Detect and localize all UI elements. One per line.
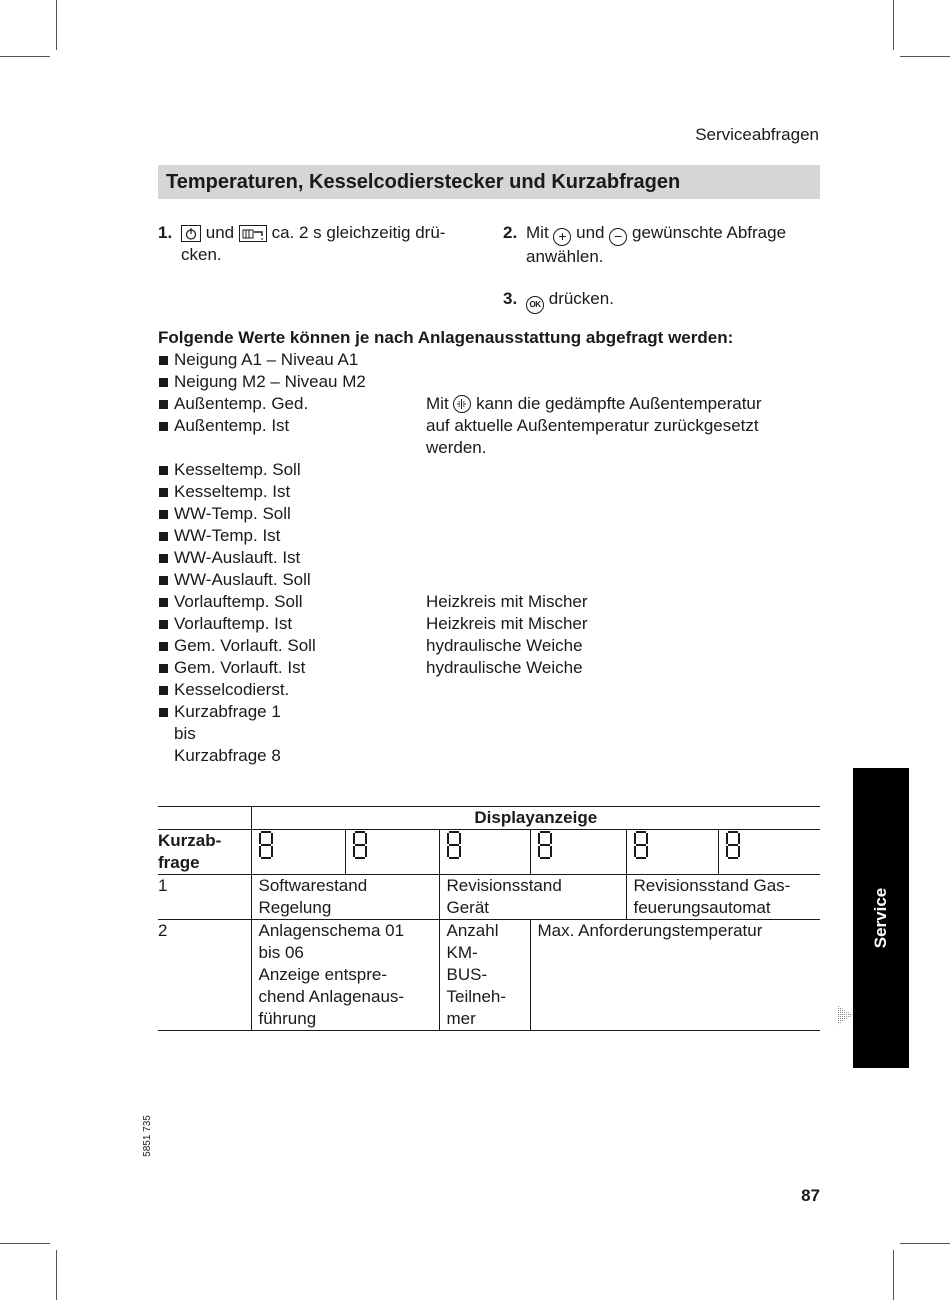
step-text: Mit xyxy=(526,223,549,242)
weiche-note: hydraulische Weiche xyxy=(426,636,583,655)
page-number: 87 xyxy=(801,1186,820,1205)
segment-cell xyxy=(530,830,626,875)
list-item: Kesseltemp. Soll xyxy=(158,459,366,481)
plus-key-icon: + xyxy=(553,228,571,246)
step-2 xyxy=(503,222,833,268)
crop-mark xyxy=(56,1250,57,1300)
seven-segment-digit-icon xyxy=(726,831,740,859)
list-item: Außentemp. Ged. xyxy=(158,393,366,415)
weiche-note: hydraulische Weiche xyxy=(426,658,583,677)
crop-mark xyxy=(900,56,950,57)
heizkreis-note: Heizkreis mit Mischer xyxy=(426,614,588,633)
list-item: Neigung A1 – Niveau A1 xyxy=(158,349,366,371)
step-text: drücken. xyxy=(548,289,614,308)
step-number: 3. xyxy=(503,289,518,308)
list-item: WW-Temp. Soll xyxy=(158,503,366,525)
table-header-row xyxy=(158,807,820,830)
list-item: Kesselcodierst. xyxy=(158,679,366,701)
list-item: Vorlauftemp. Soll xyxy=(158,591,366,613)
crop-mark xyxy=(0,1243,50,1244)
page-header-title: Serviceabfragen xyxy=(695,125,819,144)
step-text: gewünschte Abfrage xyxy=(631,223,787,242)
list-item: WW-Auslauft. Ist xyxy=(158,547,366,569)
step-text: ca. 2 s gleichzeitig drü- xyxy=(271,223,446,242)
segment-cell xyxy=(626,830,718,875)
list-item: Vorlauftemp. Ist xyxy=(158,613,366,635)
step-1 xyxy=(158,222,478,266)
segment-row xyxy=(158,830,820,875)
service-side-tab xyxy=(853,768,909,1068)
step-number: 1. xyxy=(158,223,173,242)
list-item-continuation: Kurzabfrage 8 xyxy=(174,746,281,765)
sun-reset-key-icon xyxy=(453,395,471,413)
reset-note: Mit kann die gedämpfte Außentemperatur xyxy=(426,394,762,413)
power-key-icon xyxy=(181,225,201,242)
seven-segment-digit-icon xyxy=(259,831,273,859)
crop-mark xyxy=(893,0,894,50)
list-item: Gem. Vorlauft. Ist xyxy=(158,657,366,679)
table-cell: Max. Anforderungstemperatur xyxy=(530,920,820,1031)
crop-mark xyxy=(0,56,50,57)
document-number: 5851 735 xyxy=(142,1115,153,1157)
step-text: cken. xyxy=(181,245,222,264)
list-item: WW-Auslauft. Soll xyxy=(158,569,366,591)
list-item: Neigung M2 – Niveau M2 xyxy=(158,371,366,393)
table-row xyxy=(158,875,820,920)
seven-segment-digit-icon xyxy=(634,831,648,859)
seven-segment-digit-icon xyxy=(447,831,461,859)
seven-segment-digit-icon xyxy=(353,831,367,859)
crop-mark xyxy=(893,1250,894,1300)
crop-mark xyxy=(56,0,57,50)
step-3 xyxy=(503,288,803,314)
segment-cell xyxy=(251,830,345,875)
seven-segment-digit-icon xyxy=(538,831,552,859)
row-id: 2 xyxy=(158,920,251,1031)
crop-mark xyxy=(900,1243,950,1244)
table-cell: Revisionsstand Gerät xyxy=(439,875,626,920)
table-cell: Anzahl KM- BUS- Teilneh- mer xyxy=(439,920,530,1031)
list-item: Kesseltemp. Ist xyxy=(158,481,366,503)
list-item: Gem. Vorlauft. Soll xyxy=(158,635,366,657)
column-label: Kurzab- frage xyxy=(158,830,251,875)
step-text: anwählen. xyxy=(526,247,604,266)
table-cell: Revisionsstand Gas- feuerungsautomat xyxy=(626,875,820,920)
table-cell: Softwarestand Regelung xyxy=(251,875,439,920)
display-header: Displayanzeige xyxy=(251,807,820,830)
hot-water-key-icon xyxy=(239,225,267,242)
list-item: Außentemp. Ist xyxy=(158,415,366,437)
row-id: 1 xyxy=(158,875,251,920)
value-list xyxy=(158,349,366,767)
segment-cell xyxy=(345,830,439,875)
segment-cell xyxy=(718,830,820,875)
display-table xyxy=(158,806,820,1031)
step-text: und xyxy=(576,223,605,242)
table-cell: Anlagenschema 01 bis 06 Anzeige entspre- chend Anlagenaus- führung xyxy=(251,920,439,1031)
reset-note-line: auf aktuelle Außentemperatur zurückgesetzt xyxy=(426,416,759,435)
section-title: Temperaturen, Kesselcodierstecker und Kurzabfragen xyxy=(158,165,820,199)
ok-key-icon: OK xyxy=(526,296,544,314)
step-number: 2. xyxy=(503,223,518,242)
table-row xyxy=(158,920,820,1031)
list-item: WW-Temp. Ist xyxy=(158,525,366,547)
service-tab-label: Service xyxy=(871,887,890,949)
heizkreis-note: Heizkreis mit Mischer xyxy=(426,592,588,611)
list-item: Kurzabfrage 1 xyxy=(158,701,366,723)
step-text: und xyxy=(205,223,235,242)
minus-key-icon: − xyxy=(609,228,627,246)
dotted-triangle-marker-icon xyxy=(836,1004,854,1032)
reset-note-line: werden. xyxy=(426,438,487,457)
list-item-continuation: bis xyxy=(174,724,196,743)
segment-cell xyxy=(439,830,530,875)
values-intro: Folgende Werte können je nach Anlagenausstattung abgefragt werden: xyxy=(158,328,734,347)
